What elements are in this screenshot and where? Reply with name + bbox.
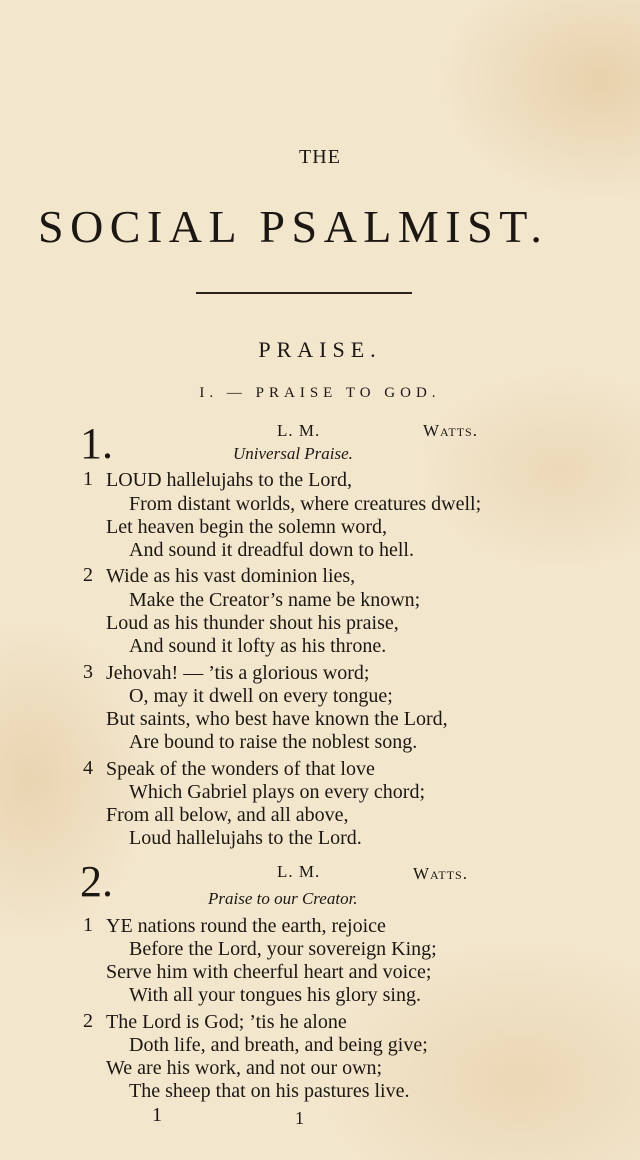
verse-line: Before the Lord, your sovereign King; [129,938,437,960]
verse-line: With all your tongues his glory sing. [129,984,421,1006]
verse-number: 3 [83,661,93,683]
hymn-number: 2. [80,857,113,906]
book-title: SOCIAL PSALMIST. [38,201,549,252]
section-heading: PRAISE. [258,337,382,362]
verse-line: Let heaven begin the solemn word, [106,516,388,538]
verse-line: The sheep that on his pastures live. [129,1080,410,1102]
verse-line: And sound it lofty as his throne. [129,635,387,657]
verse-number: 1 [83,468,93,490]
hymn-author: Watts. [413,864,468,883]
verse-line: YE nations round the earth, rejoice [106,915,386,937]
hymn-meter: L. M. [277,421,321,440]
page-number: 1 [295,1108,304,1128]
verse-line: Wide as his vast dominion lies, [106,565,356,587]
signature-mark: 1 [152,1104,162,1126]
hymn-author: Watts. [423,421,478,440]
verse-number: 2 [83,1010,93,1032]
verse-line: Jehovah! — ’tis a glorious word; [106,662,370,684]
verse-line: Make the Creator’s name be known; [129,589,421,611]
title-article: THE [299,146,341,168]
hymn-number: 1. [80,419,113,468]
verse-line: Which Gabriel plays on every chord; [129,781,426,803]
verse-line: O, may it dwell on every tongue; [129,685,393,707]
verse-line: The Lord is God; ’tis he alone [106,1011,347,1033]
verse-number: 2 [83,564,93,586]
hymn-subtitle: Universal Praise. [233,444,353,463]
verse-line: We are his work, and not our own; [106,1057,383,1079]
verse-line: Serve him with cheerful heart and voice; [106,961,432,983]
verse-line: From all below, and all above, [106,804,349,826]
verse-line: And sound it dreadful down to hell. [129,539,414,561]
verse-line: Speak of the wonders of that love [106,758,375,780]
subsection-heading: I. — PRAISE TO GOD. [199,385,441,401]
verse-line: Doth life, and breath, and being give; [129,1034,428,1056]
verse-number: 4 [83,757,93,779]
verse-line: But saints, who best have known the Lord, [106,708,448,730]
verse-line: Loud hallelujahs to the Lord. [129,827,362,849]
verse-number: 1 [83,914,93,936]
verse-line: Are bound to raise the noblest song. [129,731,418,753]
verse-line: LOUD hallelujahs to the Lord, [106,469,353,491]
title-rule [196,292,412,294]
verse-line: Loud as his thunder shout his praise, [106,612,399,634]
hymn-subtitle: Praise to our Creator. [208,889,358,908]
verse-line: From distant worlds, where creatures dwell; [129,493,482,515]
hymn-meter: L. M. [277,862,321,881]
